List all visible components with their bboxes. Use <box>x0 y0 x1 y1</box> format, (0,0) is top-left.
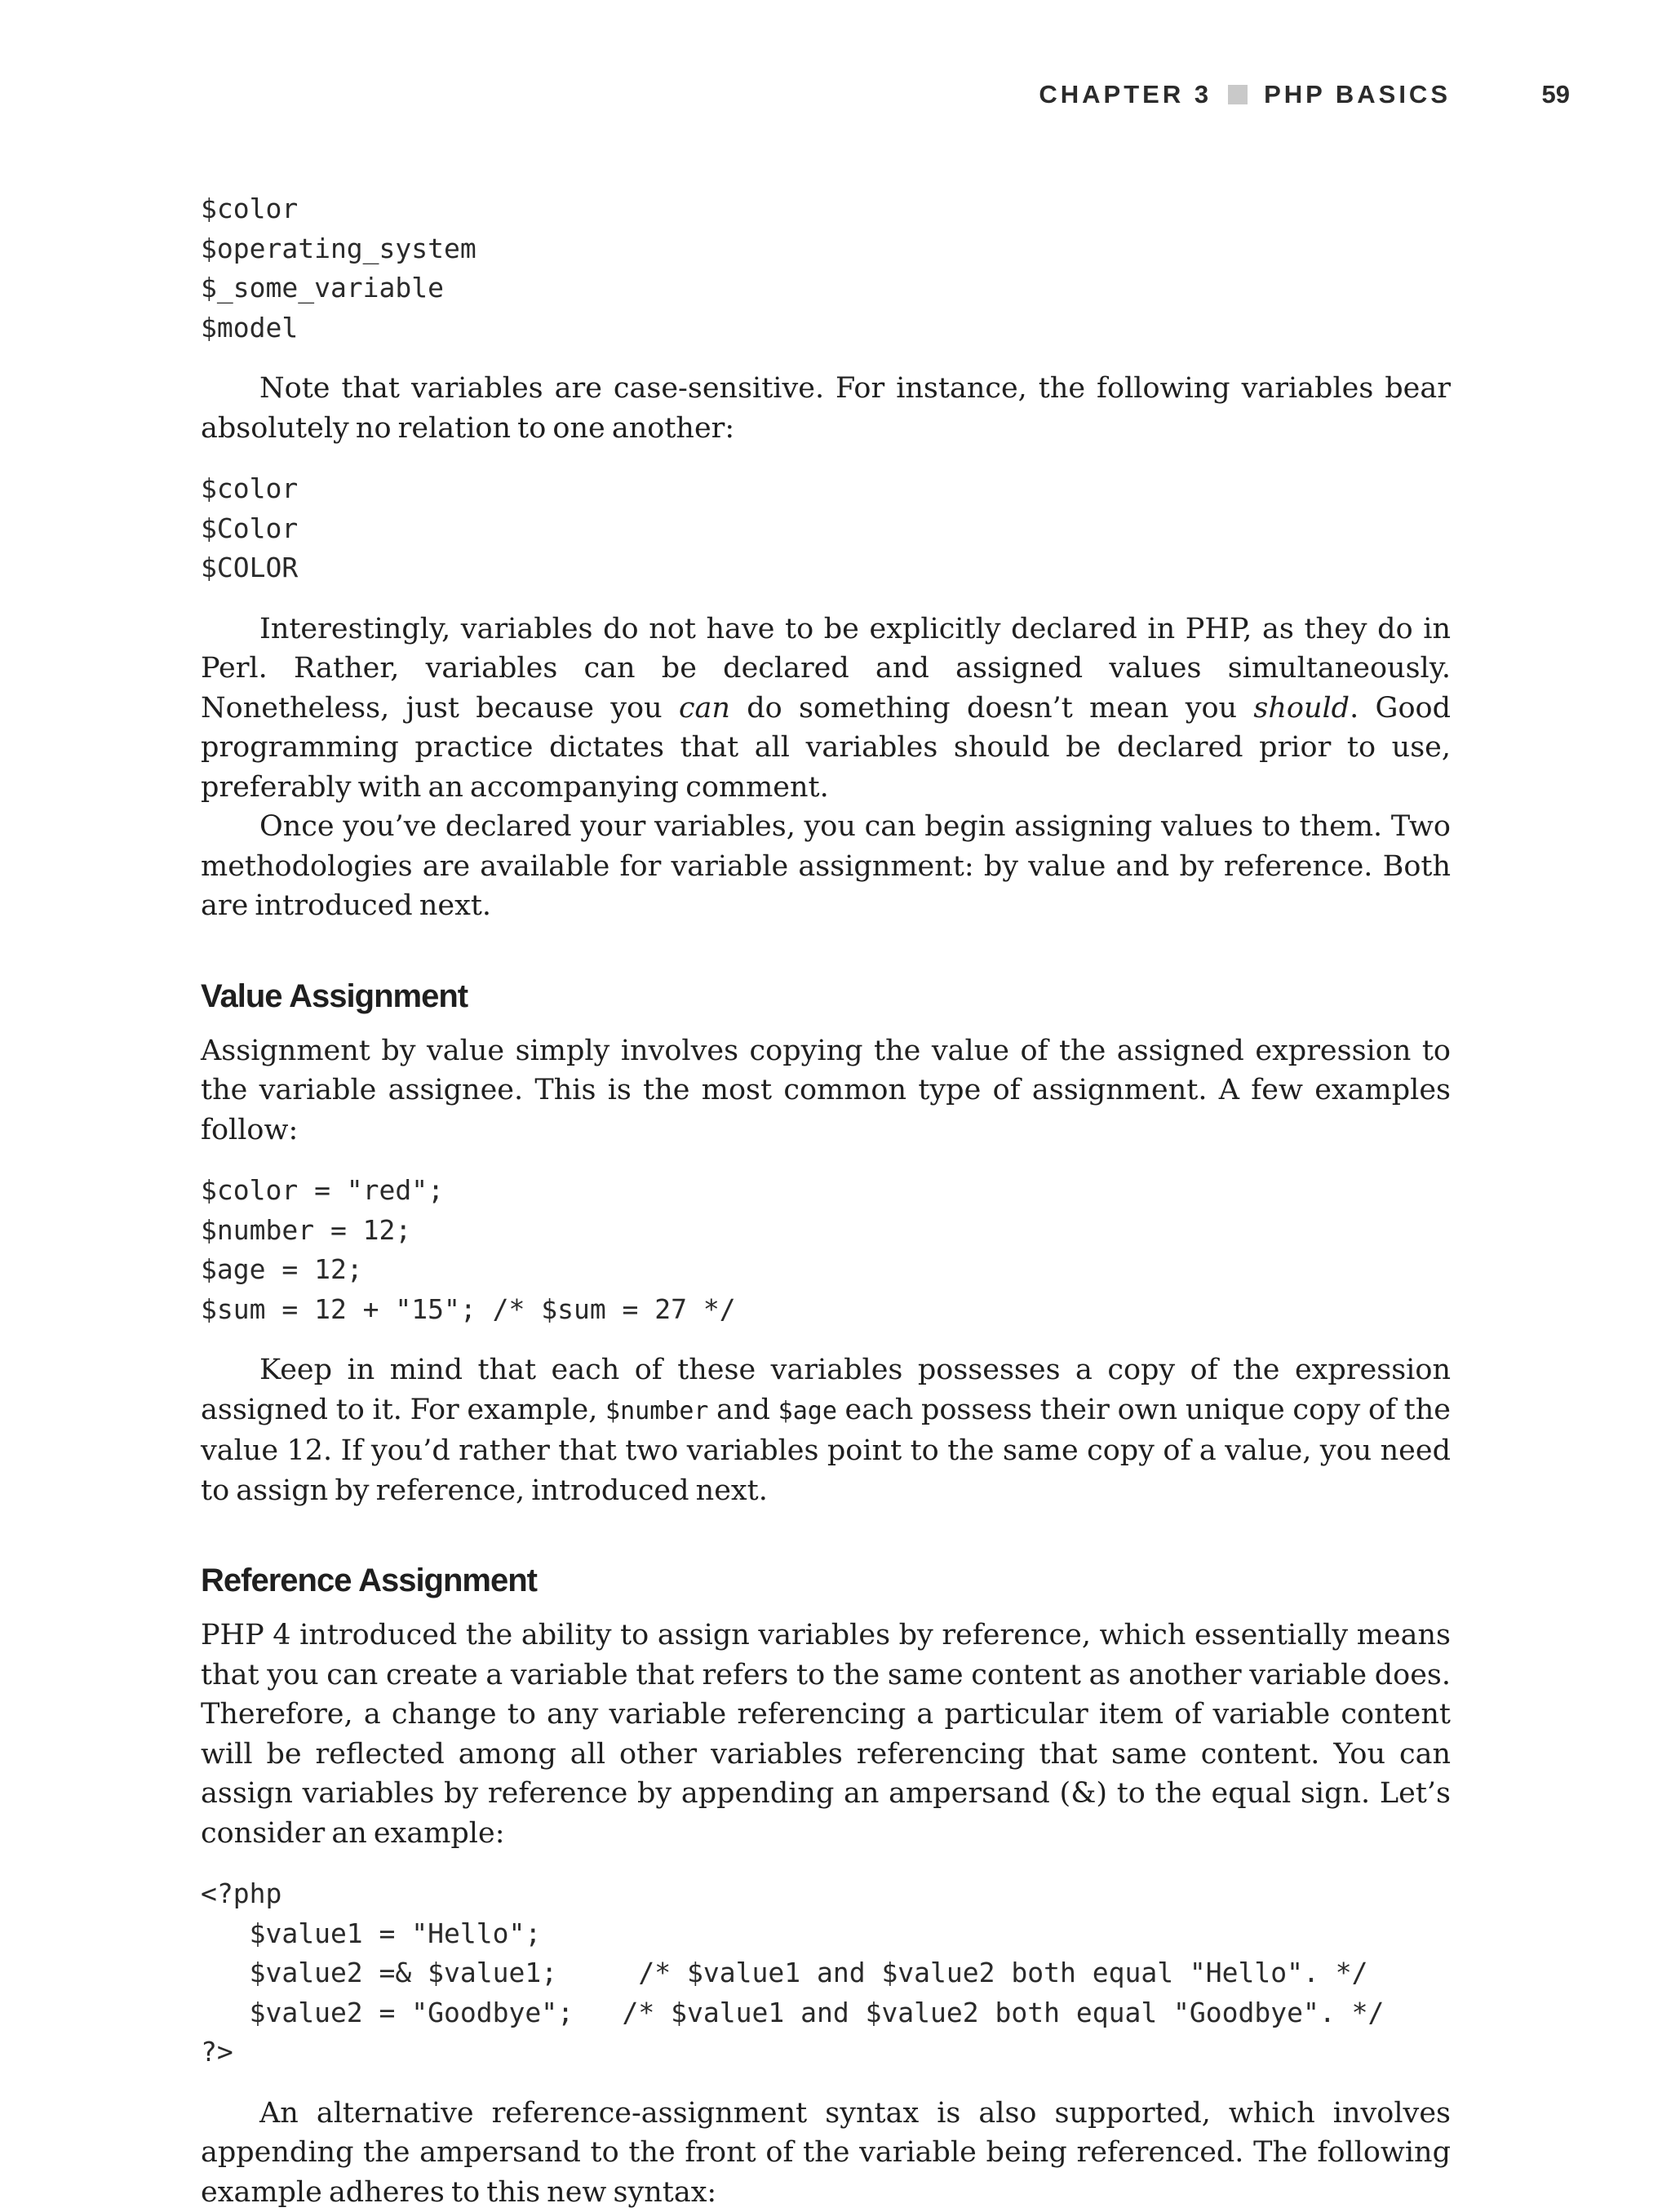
page-number: 59 <box>1542 80 1570 109</box>
paragraph-case-sensitive: Note that variables are case-sensitive. For instance, the following variables bear absolutely no relation to one another: <box>201 369 1451 448</box>
paragraph-alternative-syntax: An alternative reference-assignment syntax is also supported, which involves appending the ampersand to the front of the variable being referenced. The following example adheres to this new syntax: <box>201 2094 1451 2212</box>
text-run: Keep in mind that each of these variables possesses a copy of the expression assigned to it. For example, <box>201 1354 1451 1426</box>
page-header <box>0 80 1671 119</box>
code-block-value-examples: $color = "red"; $number = 12; $age = 12; $sum = 12 + "15"; /* $sum = 27 */ <box>201 1171 1451 1329</box>
separator-square-icon <box>1228 85 1248 104</box>
text-run: each possess their own unique copy of the value 12. If you’d rather that two variables point to the same copy of a value, you need to assign by reference, introduced next. <box>201 1394 1451 1507</box>
text-run: do something doesn’t mean you <box>730 692 1253 725</box>
section-heading-value-assignment: Value Assignment <box>201 978 1451 1015</box>
paragraph-methodologies: Once you’ve declared your variables, you can begin assigning values to them. Two methodologies are available for variable assignment: by value and by reference. Both are introduced next. <box>201 807 1451 926</box>
paragraph-declaration <box>201 610 1451 808</box>
chapter-label: CHAPTER 3 <box>1039 80 1212 109</box>
paragraph-copy-note <box>201 1350 1451 1510</box>
inline-code-age: $age <box>778 1397 837 1425</box>
emphasis-can: can <box>679 692 730 725</box>
text-run: and <box>708 1394 778 1426</box>
text-run: . Good programming practice dictates that all variables should be declared prior to use, preferably with an accompanying comment. <box>201 692 1451 804</box>
page-content <box>201 189 1451 2212</box>
inline-code-number: $number <box>605 1397 708 1425</box>
running-head <box>1039 80 1451 109</box>
text-run: Interestingly, variables do not have to be explicitly declared in PHP, as they do in Perl. Rather, variables can be declared and assigned values simultaneously. Nonetheless, just because you <box>201 613 1451 725</box>
section-label: PHP BASICS <box>1264 80 1451 109</box>
section-heading-reference-assignment: Reference Assignment <box>201 1563 1451 1599</box>
paragraph-reference-assignment: PHP 4 introduced the ability to assign variables by reference, which essentially means that you can create a variable that refers to the same content as another variable does. Therefore, a change to any variable referencing a particular item of variable content will be reflected among all other variables referencing that same content. You can assign variables by reference by appending an ampersand (&) to the equal sign. Let’s consider an example: <box>201 1616 1451 1853</box>
code-block-variable-names: $color $operating_system $_some_variable $model <box>201 189 1451 348</box>
emphasis-should: should <box>1253 692 1350 725</box>
code-block-case-variants: $color $Color $COLOR <box>201 469 1451 588</box>
paragraph-value-assignment: Assignment by value simply involves copying the value of the assigned expression to the variable assignee. This is the most common type of assignment. A few examples follow: <box>201 1031 1451 1150</box>
code-block-reference-example: <?php $value1 = "Hello"; $value2 =& $value1; /* $value1 and $value2 both equal "Hello". */ $value2 = "Goodbye"; /* $value1 and $value2 both equal "Goodbye". */ ?> <box>201 1874 1451 2072</box>
